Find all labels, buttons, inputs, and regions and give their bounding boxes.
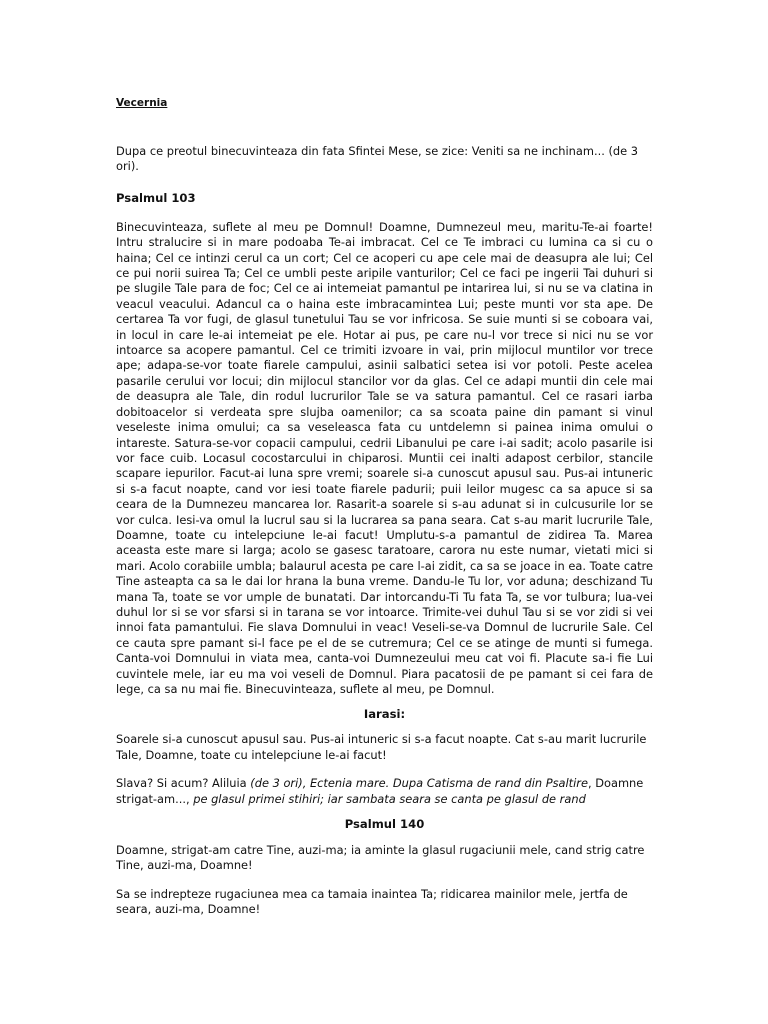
psalm-140-paragraph-2: Sa se indrepteze rugaciunea mea ca tamaia inaintea Ta; ridicarea mainilor mele, jertfa de seara, auzi-ma, Doamne! bbox=[116, 886, 628, 917]
slava-text-1: Slava? Si acum? Aliluia bbox=[116, 776, 251, 791]
psalm-140-heading: Psalmul 140 bbox=[344, 817, 425, 832]
intro-paragraph: Dupa ce preotul binecuvinteaza din fata Sfintei Mese, se zice: Veniti sa ne inchinam... (de 3 ori). bbox=[116, 144, 639, 174]
document-page bbox=[116, 96, 653, 918]
slava-rubric-1: (de 3 ori), Ectenia mare. Dupa Catisma de rand din Psaltire bbox=[250, 776, 588, 791]
slava-rubric-2: pe glasul primei stihiri; iar sambata seara se canta pe glasul de rand bbox=[193, 791, 586, 806]
iarasi-heading: Iarasi: bbox=[363, 707, 406, 722]
iarasi-text: Soarele si-a cunoscut apusul sau. Pus-ai intuneric si s-a facut noapte. Cat s-au marit lucrurile Tale, Doamne, toate cu intelepciune le-ai facut! bbox=[116, 732, 647, 762]
slava-paragraph bbox=[116, 776, 653, 807]
slava-text-2: , Doamne strigat-am..., bbox=[116, 776, 644, 806]
document-title: Vecernia bbox=[116, 97, 168, 109]
psalm-140-paragraph-1: Doamne, strigat-am catre Tine, auzi-ma; ia aminte la glasul rugaciunii mele, cand strig catre Tine, auzi-ma, Doamne! bbox=[116, 843, 645, 873]
psalm-103-heading: Psalmul 103 bbox=[116, 190, 196, 205]
psalm-103-text: Binecuvinteaza, suflete al meu pe Domnul! Doamne, Dumnezeul meu, maritu-Te-ai foarte! Intru stralucire si in mare podoaba Te-ai imbracat. Cel ce Te imbraci cu lumina ca si cu o haina; Cel ce intinzi cerul ca un cort; Cel ce acoperi cu ape cele mai de deasupra ale lui; Cel ce pui norii suirea Ta; Cel ce umbli peste aripile vanturilor; Cel ce faci pe ingerii Tai duhuri si pe slugile Tale para de foc; Cel ce ai intemeiat pamantul pe intarirea lui, si nu se va clatina in veacul veacului. Adancul ca o haina este imbracamintea Lui; peste munti vor sta ape. De certarea Ta vor fugi, de glasul tunetului Tau se vor infricosa. Se suie munti si se coboara vai, in locul in care le-ai intemeiat pe ele. Hotar ai pus, pe care nu-l vor trece si nici nu se vor intoarce sa acopere pamantul. Cel ce trimiti izvoare in vai, prin mijlocul muntilor vor trece ape; adapa-se-vor toate fiarele campului, asinii salbatici setea isi vor potoli. Peste acelea pasarile cerului vor locui; din mijlocul stancilor vor da glas. Cel ce adapi muntii din cele mai de deasupra ale Tale, din rodul lucrurilor Tale se va satura pamantul. Cel ce rasari iarba dobitoacelor si verdeata spre slujba oamenilor; ca sa scoata paine din pamant si vinul veseleste inima omului; ca sa veseleasca fata cu untdelemn si painea inima omului o intareste. Satura-se-vor copacii campului, cedrii Libanului pe care i-ai sadit; acolo pasarile isi vor face cuib. Locasul cocostarcului in chiparosi. Muntii cei inalti adapost cerbilor, stancile scapare iepurilor. Facut-ai luna spre vremi; soarele si-a cunoscut apusul sau. Pus-ai intuneric si s-a facut noapte, cand vor iesi toate fiarele padurii; puii leilor mugesc ca sa apuce si sa ceara de la Dumnezeu mancarea lor. Rasarit-a soarele si s-au adunat si in culcusurile lor se vor culca. Iesi-va omul la lucrul sau si la lucrarea sa pana seara. Cat s-au marit lucrurile Tale, Doamne, toate cu intelepciune le-ai facut! Umplutu-s-a pamantul de zidirea Ta. Marea aceasta este mare si larga; acolo se gasesc taratoare, carora nu este numar, vietati mici si mari. Acolo corabiile umbla; balaurul acesta pe care l-ai zidit, ca sa se joace in ea. Toate catre Tine asteapta ca sa le dai lor hrana la buna vreme. Dandu-le Tu lor, vor aduna; deschizand Tu mana Ta, toate se vor umple de bunatati. Dar intorcandu-Ti Tu fata Ta, se vor tulbura; lua-vei duhul lor si se vor sfarsi si in tarana se vor intoarce. Trimite-vei duhul Tau si se vor zidi si vei innoi fata pamantului. Fie slava Domnului in veac! Veseli-se-va Domnul de lucrurile Sale. Cel ce cauta spre pamant si-l face pe el de se cutremura; Cel ce se atinge de munti si fumega. Canta-voi Domnului in viata mea, canta-voi Dumnezeului meu cat voi fi. Placute sa-i fie Lui cuvintele mele, iar eu ma voi veseli de Domnul. Piara pacatosii de pe pamant si cei fara de lege, ca sa nu mai fie. Binecuvinteaza, suflete al meu, pe Domnul. bbox=[116, 219, 653, 696]
